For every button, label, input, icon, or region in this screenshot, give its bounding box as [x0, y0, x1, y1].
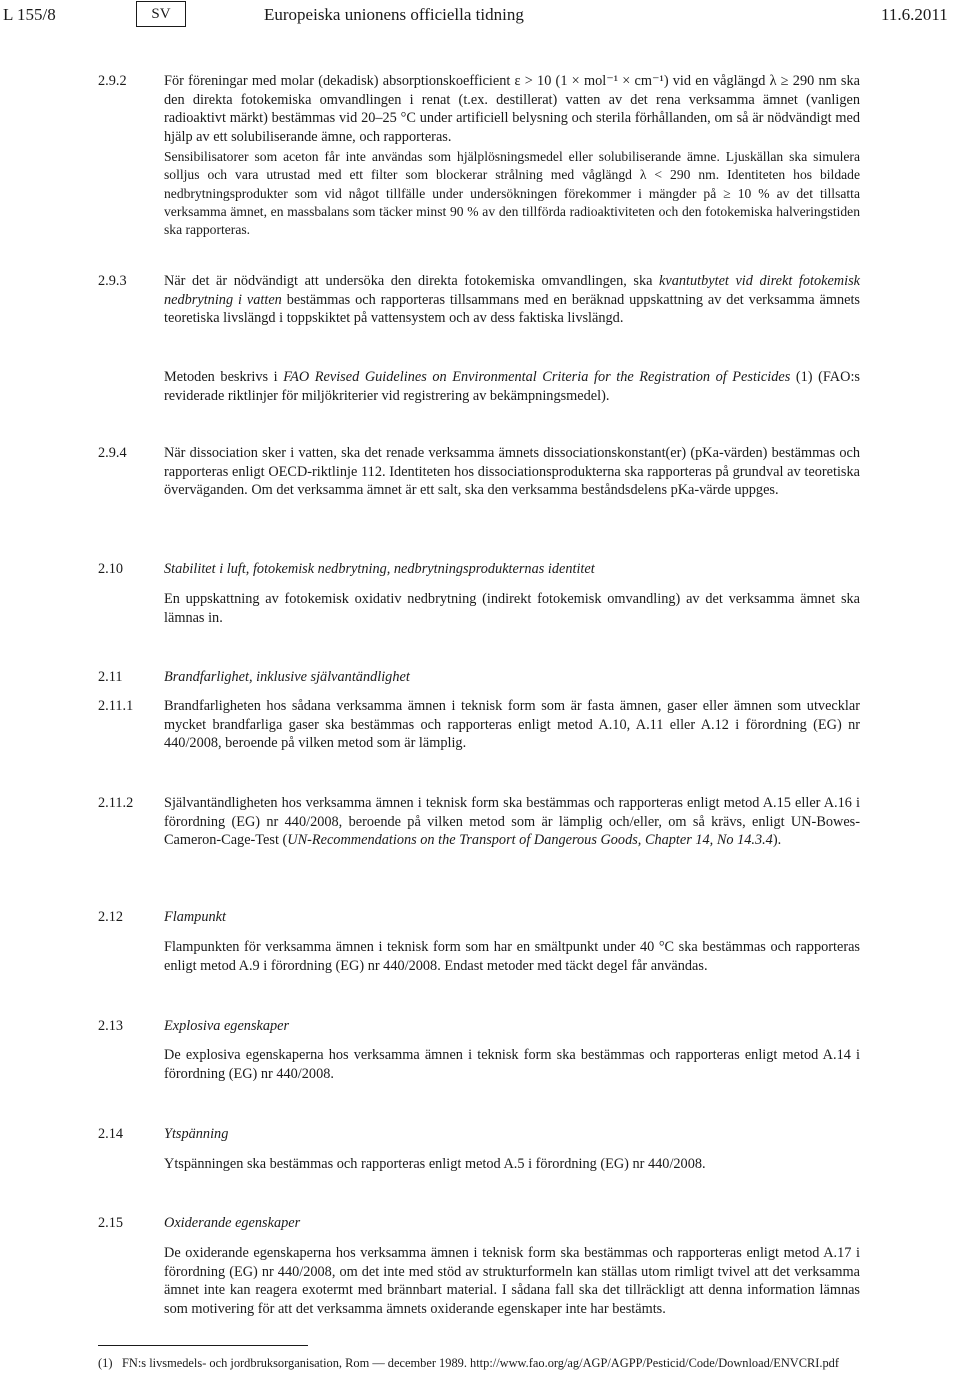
paragraph: Flampunkten för verksamma ämnen i teknisk form som har en smältpunkt under 40 °C ska bestämmas och rapporteras enligt metod A.9 i förordning (EG) nr 440/2008. Endast metoder med täckt degel får användas.: [164, 939, 860, 974]
section-body: [164, 1244, 860, 1318]
section-heading: Brandfarlighet, inklusive självantändlighet: [164, 669, 410, 685]
paragraph: Brandfarligheten hos sådana verksamma ämnen i teknisk form som är fasta ämnen, gaser eller ämnen som utvecklar mycket brandfarliga gaser ska bestämmas och rapporteras enligt metod A.10, A.11 eller A.12 i förordning (EG) nr 440/2008, beroende på vilken metod som är lämplig.: [164, 698, 860, 752]
section-body: [164, 794, 860, 850]
italic-reference: UN-Recommendations on the Transport of Dangerous Goods, Chapter 14, No 14.3.4: [287, 832, 773, 849]
section-number: 2.9.2: [98, 73, 127, 89]
page-reference: L 155/8: [3, 5, 56, 24]
section-heading: Explosiva egenskaper: [164, 1018, 290, 1034]
footnote-divider: [98, 1345, 308, 1346]
section-body: [164, 938, 860, 975]
section-number: 2.15: [98, 1215, 124, 1231]
paragraph: För föreningar med molar (dekadisk) absorptionskoefficient ε > 10 (1 × mol⁻¹ × cm⁻¹) vid en våglängd λ ≥ 290 nm ska den direkta fotokemiska omvandlingen i renat (t.ex. destillerat) vatten av det rena verksamma ämnet (vanligen radioaktivt märkt) bestämmas vid 20–25 °C under artificiell belysning och sterila förhållanden, om så är nödvändigt med hjälp av ett solubiliserande ämne, och rapporteras.: [164, 73, 860, 145]
section-heading: Oxiderande egenskaper: [164, 1215, 301, 1231]
section-body: [164, 1046, 860, 1083]
publication-date: 11.6.2011: [881, 5, 948, 24]
paragraph: De oxiderande egenskaperna hos verksamma ämnen i teknisk form ska bestämmas och rapporteras enligt metod A.17 i förordning (EG) nr 440/2008, om det inte med stöd av strukturformeln kan ställas utom rimligt tvivel att det verksamma ämnet inte kan reagera exotermt med brännbart material. I sådana fall ska det tillräckligt att denna information lämnas som motivering för att det verksamma ämnets oxiderande egenskaper inte har bestämts.: [164, 1245, 860, 1317]
section-number: 2.10: [98, 561, 124, 577]
paragraph: Metoden beskrivs i FAO Revised Guidelines on Environmental Criteria for the Registration of Pesticides (1) (FAO:s reviderade riktlinjer för miljökriterier vid registrering av bekämpningsmedel).: [164, 369, 860, 404]
language-box: SV: [136, 1, 186, 27]
method-paragraph: [164, 368, 860, 405]
section-body: [164, 444, 860, 500]
section-heading: Ytspänning: [164, 1126, 229, 1142]
section-body: [164, 72, 860, 146]
section-body: [164, 697, 860, 753]
section-heading: Stabilitet i luft, fotokemisk nedbrytning, nedbrytningsprodukternas identitet: [164, 561, 595, 577]
paragraph: De explosiva egenskaperna hos verksamma ämnen i teknisk form ska bestämmas och rapporteras enligt metod A.14 i förordning (EG) nr 440/2008.: [164, 1047, 860, 1082]
paragraph: Ytspänningen ska bestämmas och rapporteras enligt metod A.5 i förordning (EG) nr 440/2008.: [164, 1156, 706, 1172]
footnote-ref[interactable]: (1): [795, 369, 813, 385]
journal-title: Europeiska unionens officiella tidning: [264, 5, 524, 24]
italic-title: FAO Revised Guidelines on Environmental Criteria for the Registration of Pesticides: [283, 369, 791, 385]
section-body: [164, 272, 860, 328]
section-number: 2.12: [98, 909, 124, 925]
section-body: [164, 590, 860, 627]
footnote-text: FN:s livsmedels- och jordbruksorganisation, Rom — december 1989. http://www.fao.org/ag/AGP/AGPP/Pesticid/Code/Download/ENVCRI.pdf: [122, 1356, 839, 1370]
section-number: 2.9.4: [98, 445, 127, 461]
paragraph: När dissociation sker i vatten, ska det renade verksamma ämnets dissociationskonstant(er) (pKa-värden) bestämmas och rapporteras enligt OECD-riktlinje 112. Identiteten hos dissociationsprodukterna ska rapporteras på grundval av teoretiska överväganden. Om det verksamma ämnet är ett salt, ska den verksamma beståndsdelens pKa-värde uppges.: [164, 445, 860, 499]
section-number: 2.14: [98, 1126, 124, 1142]
footnote-mark: (1): [98, 1356, 113, 1370]
paragraph: Självantändligheten hos verksamma ämnen i teknisk form ska bestämmas och rapporteras enligt metod A.15 eller A.16 i förordning (EG) nr 440/2008, beroende på vilken metod som är lämplig och/eller, om så krävs, enligt UN-Bowes-Cameron-Cage-Test (UN-Recommendations on the Transport of Dangerous Goods, Chapter 14, No 14.3.4).: [164, 795, 860, 849]
section-number: 2.9.3: [98, 273, 127, 289]
section-body: [164, 1155, 860, 1174]
paragraph: När det är nödvändigt att undersöka den direkta fotokemiska omvandlingen, ska kvantutbytet vid direkt fotokemisk nedbrytning i vatten bestämmas och rapporteras tillsammans med en beräknad uppskattning av det verksamma ämnets teoretiska livslängd i toppskiktet på vattensystem och av dess faktiska livslängd.: [164, 273, 860, 327]
section-number: 2.11: [98, 669, 123, 685]
paragraph: Sensibilisatorer som aceton får inte användas som hjälplösningsmedel eller solubiliserande ämne. Ljuskällan ska simulera solljus och vara utrustad med ett filter som blockerar strålning med våglängd λ < 290 nm. Identiteten hos bildade nedbrytningsprodukter som vid något tillfälle under undersökningen förekommer i mängder på ≥ 10 % av det tillsatta verksamma ämnet, en massbalans som täcker minst 90 % av den tillförda radioaktiviteten och den fotokemiska halveringstiden ska rapporteras.: [164, 149, 860, 238]
section-number: 2.13: [98, 1018, 124, 1034]
section-number: 2.11.2: [98, 795, 134, 811]
section-body-small: [164, 148, 860, 239]
section-number: 2.11.1: [98, 698, 134, 714]
page-header: [0, 0, 960, 30]
italic-term: kvantutbytet vid direkt fotokemisk nedbrytning i vatten: [164, 273, 860, 308]
paragraph: En uppskattning av fotokemisk oxidativ nedbrytning (indirekt fotokemisk omvandling) av det verksamma ämnet ska lämnas in.: [164, 591, 860, 626]
section-heading: Flampunkt: [164, 909, 226, 925]
